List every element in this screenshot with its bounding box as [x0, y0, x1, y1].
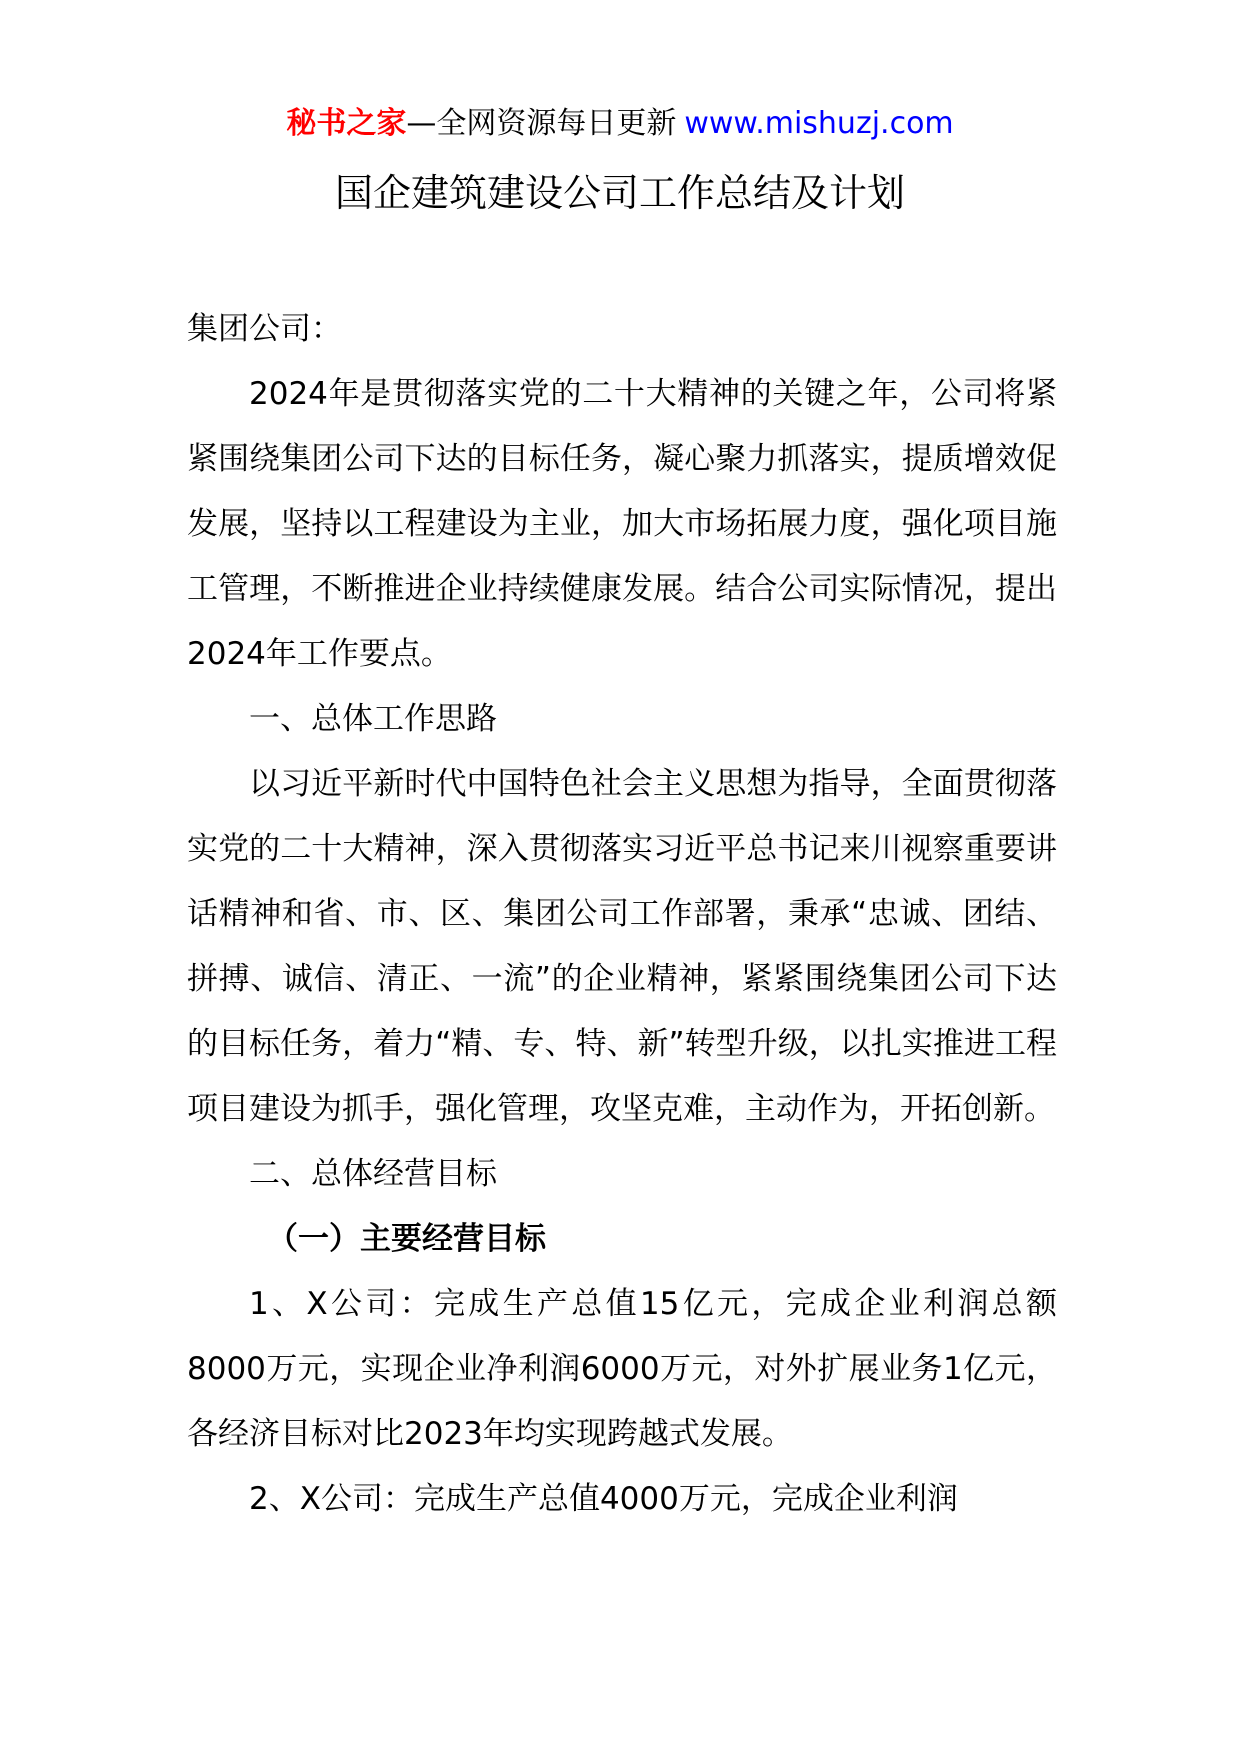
document-body [187, 297, 1057, 1532]
intro-paragraph: 2024年是贯彻落实党的二十大精神的关键之年，公司将紧紧围绕集团公司下达的目标任务，凝心聚力抓落实，提质增效促发展，坚持以工程建设为主业，加大市场拓展力度，强化项目施工管理，不断推进企业持续健康发展。结合公司实际情况，提出2024年工作要点。 [187, 376, 1057, 672]
subsection-heading: （一）主要经营目标 [267, 1221, 546, 1257]
salutation: 集团公司： [187, 311, 342, 347]
brand-name: 秘书之家 [286, 106, 407, 141]
section-1-paragraph: 以习近平新时代中国特色社会主义思想为指导，全面贯彻落实党的二十大精神，深入贯彻落实习近平总书记来川视察重要讲话精神和省、市、区、集团公司工作部署，秉承“忠诚、团结、拼搏、诚信、清正、一流”的企业精神，紧紧围绕集团公司下达的目标任务，着力“精、专、特、新”转型升级，以扎实推进工程项目建设为抓手，强化管理，攻坚克难，主动作为，开拓创新。 [187, 766, 1057, 1127]
site-header [0, 104, 1240, 144]
section-heading-1: 一、总体工作思路 [249, 701, 497, 737]
target-item-2: 2、X公司：完成生产总值4000万元，完成企业利润 [249, 1481, 958, 1517]
document-title: 国企建筑建设公司工作总结及计划 [334, 171, 905, 215]
section-heading-2: 二、总体经营目标 [249, 1156, 497, 1192]
header-tagline: —全网资源每日更新 [406, 106, 677, 141]
website-url: www.mishuzj.com [684, 106, 954, 141]
target-item-1: 1、X公司：完成生产总值15亿元，完成企业利润总额8000万元，实现企业净利润6000万元，对外扩展业务1亿元，各经济目标对比2023年均实现跨越式发展。 [187, 1286, 1057, 1452]
